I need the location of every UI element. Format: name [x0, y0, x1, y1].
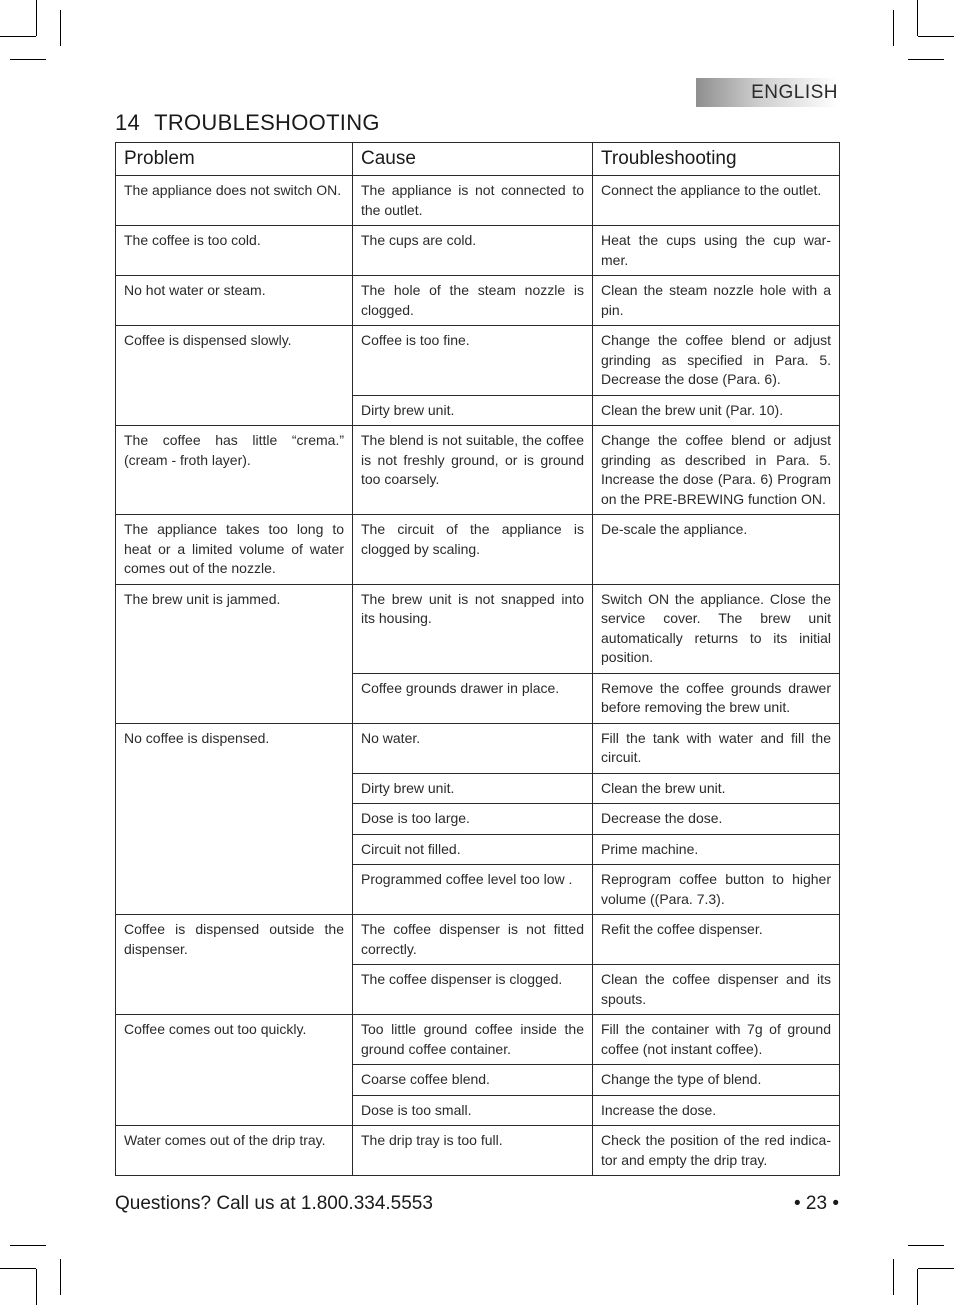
crop-mark [908, 59, 944, 60]
cause-cell: Too little ground coffee inside the ground coffee container. [353, 1015, 593, 1065]
cause-cell: Dose is too small. [353, 1095, 593, 1126]
table-body [116, 176, 840, 1176]
section-number: 14 [115, 110, 141, 135]
troubleshooting-cell: Clean the brew unit (Par. 10). [593, 395, 840, 426]
problem-cell: Coffee is dispensed slowly. [116, 326, 353, 426]
crop-mark [893, 10, 894, 46]
problem-cell: No coffee is dispensed. [116, 723, 353, 915]
troubleshooting-cell: Fill the tank with water and fill the circuit. [593, 723, 840, 773]
table-row [116, 915, 840, 965]
table-row [116, 515, 840, 585]
table-row [116, 326, 840, 396]
table-row [116, 1126, 840, 1176]
cause-cell: The coffee dispenser is not fitted correctly. [353, 915, 593, 965]
troubleshooting-cell: Fill the container with 7g of ground coffee (not instant coffee). [593, 1015, 840, 1065]
language-label: ENGLISH [751, 82, 838, 103]
crop-mark [893, 1259, 894, 1295]
troubleshooting-cell: Heat the cups using the cup war-mer. [593, 226, 840, 276]
column-header-cause: Cause [353, 143, 593, 176]
crop-mark [908, 1245, 944, 1246]
troubleshooting-cell: Connect the appliance to the outlet. [593, 176, 840, 226]
table-header-row [116, 143, 840, 176]
crop-mark [60, 10, 61, 46]
crop-mark [36, 0, 37, 36]
crop-mark [0, 36, 36, 37]
crop-mark [10, 1245, 46, 1246]
help-line: Questions? Call us at 1.800.334.5553 [115, 1193, 433, 1214]
troubleshooting-cell: Clean the steam nozzle hole with a pin. [593, 276, 840, 326]
problem-cell: The coffee has little “crema.” (cream - froth layer). [116, 426, 353, 515]
table-row [116, 176, 840, 226]
troubleshooting-cell: Increase the dose. [593, 1095, 840, 1126]
crop-mark [0, 1268, 36, 1269]
troubleshooting-table [115, 142, 840, 1176]
troubleshooting-cell: Remove the coffee grounds drawer before removing the brew unit. [593, 673, 840, 723]
cause-cell: The appliance is not connected to the outlet. [353, 176, 593, 226]
page-number: • 23 • [794, 1193, 839, 1214]
cause-cell: The blend is not suitable, the coffee is not freshly ground, or is ground too coarsely. [353, 426, 593, 515]
cause-cell: Coarse coffee blend. [353, 1065, 593, 1096]
table-row [116, 584, 840, 673]
troubleshooting-cell: Decrease the dose. [593, 804, 840, 835]
crop-mark [10, 59, 46, 60]
section-title: TROUBLESHOOTING [154, 110, 380, 135]
crop-mark [918, 1268, 954, 1269]
troubleshooting-cell: Switch ON the appliance. Close the service cover. The brew unit automatically returns to its initial position. [593, 584, 840, 673]
problem-cell: The brew unit is jammed. [116, 584, 353, 723]
crop-mark [917, 0, 918, 36]
cause-cell: The circuit of the appliance is clogged by scaling. [353, 515, 593, 585]
cause-cell: No water. [353, 723, 593, 773]
cause-cell: The brew unit is not snapped into its housing. [353, 584, 593, 673]
table-row [116, 426, 840, 515]
cause-cell: Circuit not filled. [353, 834, 593, 865]
cause-cell: Programmed coffee level too low . [353, 865, 593, 915]
troubleshooting-cell: Clean the coffee dispenser and its spouts. [593, 965, 840, 1015]
cause-cell: Dirty brew unit. [353, 395, 593, 426]
table-row [116, 1015, 840, 1065]
troubleshooting-cell: Check the position of the red indica-tor and empty the drip tray. [593, 1126, 840, 1176]
table-row [116, 226, 840, 276]
problem-cell: Water comes out of the drip tray. [116, 1126, 353, 1176]
crop-mark [60, 1259, 61, 1295]
language-tab [696, 78, 838, 107]
cause-cell: The cups are cold. [353, 226, 593, 276]
troubleshooting-cell: Change the coffee blend or adjust grinding as described in Para. 5. Increase the dose (Para. 6) Program on the PRE-BREWING function ON. [593, 426, 840, 515]
table-row [116, 276, 840, 326]
problem-cell: Coffee is dispensed outside the dispenser. [116, 915, 353, 1015]
problem-cell: The appliance takes too long to heat or a limited volume of water comes out of the nozzle. [116, 515, 353, 585]
column-header-troubleshooting: Troubleshooting [593, 143, 840, 176]
cause-cell: Dirty brew unit. [353, 773, 593, 804]
problem-cell: No hot water or steam. [116, 276, 353, 326]
cause-cell: Dose is too large. [353, 804, 593, 835]
problem-cell: The appliance does not switch ON. [116, 176, 353, 226]
cause-cell: Coffee is too fine. [353, 326, 593, 396]
troubleshooting-cell: Refit the coffee dispenser. [593, 915, 840, 965]
section-heading [115, 110, 380, 136]
crop-mark [36, 1269, 37, 1305]
cause-cell: The coffee dispenser is clogged. [353, 965, 593, 1015]
crop-mark [917, 1269, 918, 1305]
cause-cell: The hole of the steam nozzle is clogged. [353, 276, 593, 326]
cause-cell: Coffee grounds drawer in place. [353, 673, 593, 723]
troubleshooting-cell: Prime machine. [593, 834, 840, 865]
problem-cell: The coffee is too cold. [116, 226, 353, 276]
column-header-problem: Problem [116, 143, 353, 176]
crop-mark [918, 36, 954, 37]
problem-cell: Coffee comes out too quickly. [116, 1015, 353, 1126]
troubleshooting-cell: Reprogram coffee button to higher volume ((Para. 7.3). [593, 865, 840, 915]
troubleshooting-cell: Change the coffee blend or adjust grinding as specified in Para. 5. Decrease the dose (Para. 6). [593, 326, 840, 396]
troubleshooting-cell: De-scale the appliance. [593, 515, 840, 585]
troubleshooting-cell: Clean the brew unit. [593, 773, 840, 804]
table-row [116, 723, 840, 773]
troubleshooting-cell: Change the type of blend. [593, 1065, 840, 1096]
cause-cell: The drip tray is too full. [353, 1126, 593, 1176]
